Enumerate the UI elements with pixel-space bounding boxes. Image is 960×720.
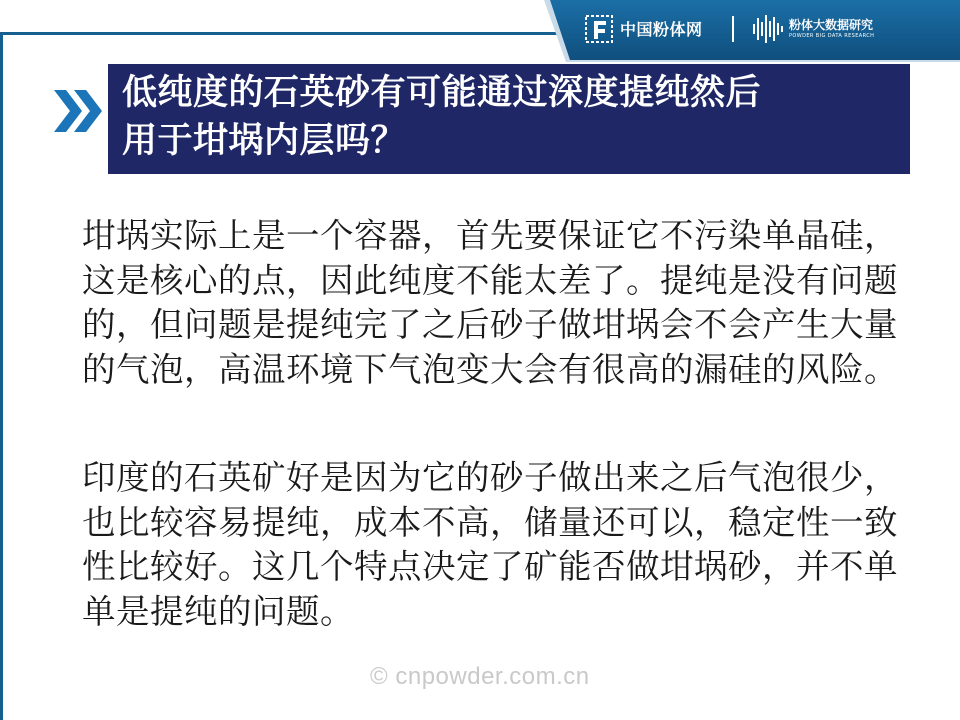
slide-title-line-1: 低纯度的石英砂有可能通过深度提纯然后 [122,73,762,113]
slide-title-box [108,64,910,174]
body-paragraph-1: 坩埚实际上是一个容器，首先要保证它不污染单晶硅，这是核心的点，因此纯度不能太差了。提纯是没有问题的，但问题是提纯完了之后砂子做坩埚会不会产生大量的气泡，高温环境下气泡变大会有很高的漏硅的风险。 [82,216,898,389]
bar-chart-logo-icon [752,12,784,46]
logo-secondary-text: 粉体大数据研究 [789,18,874,32]
logo-separator [732,16,734,42]
watermark-text: © cnpowder.com.cn [370,663,590,690]
left-frame-line [0,32,3,720]
cnpowder-logo-icon [584,12,618,46]
logo-primary-text: 中国粉体网 [620,20,703,39]
logo-secondary-subtitle: POWDER BIG DATA RESEARCH [789,33,875,39]
body-paragraph-2: 印度的石英矿好是因为它的砂子做出来之后气泡很少，也比较容易提纯，成本不高，储量还可以，稳定性一致性比较好。这几个特点决定了矿能否做坩埚砂，并不单单是提纯的问题。 [82,458,898,631]
slide-title-line-2: 用于坩埚内层吗？ [122,121,407,161]
double-chevron-icon [52,86,108,136]
